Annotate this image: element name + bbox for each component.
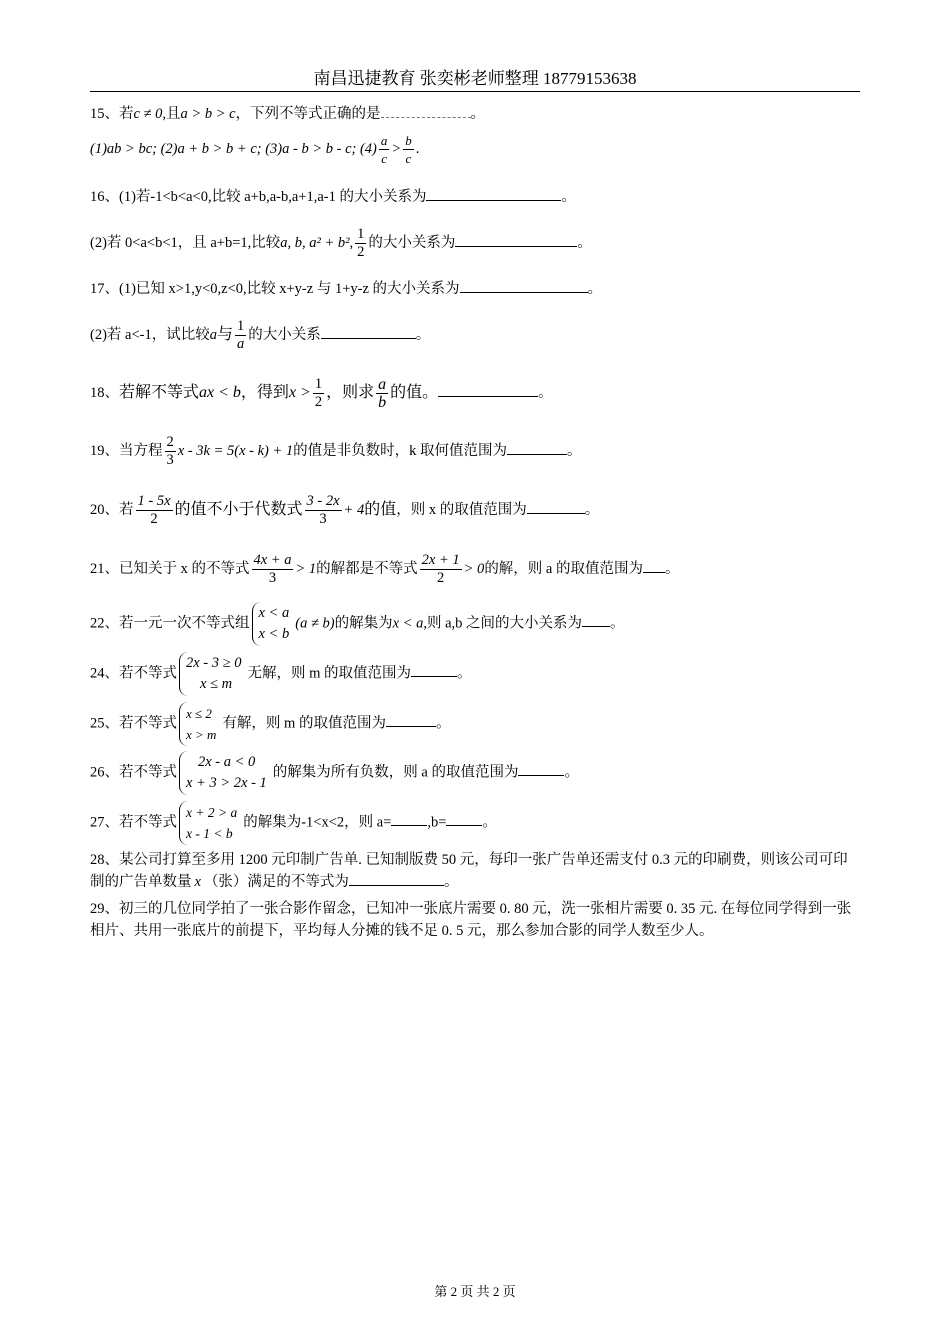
question-29: 29、初三的几位同学拍了一张合影作留念，已知冲一张底片需要 0. 80 元，洗一张相片需要 0. 35 元. 在每位同学得到一张相片、共用一张底片的前提下，平均每人分摊的钱不足 0. 5 元，那么参加合影的同学人数至少人。: [90, 901, 852, 939]
question-28: 28、某公司打算至多用 1200 元印制广告单. 已知制版费 50 元，每印一张广告单还需支付 0.3 元的印刷费，则该公司可印制的广告单数量 x （张）满足的不等式为 。: [90, 852, 848, 890]
answer-blank[interactable]: [426, 200, 561, 201]
question-24: 24、若不等式 2x - 3 ≥ 0 x ≤ m 无解，则 m 的取值范围为 。: [90, 652, 472, 696]
answer-blank[interactable]: [446, 825, 482, 826]
answer-blank[interactable]: [321, 338, 416, 339]
question-16: 16、(1)若-1<b<a<0,比较 a+b,a-b,a+1,a-1 的大小关系为 。: [90, 189, 576, 205]
answer-blank[interactable]: [455, 246, 577, 247]
answer-blank[interactable]: [460, 292, 588, 293]
question-17: 17、(1)已知 x>1,y<0,z<0,比较 x+y-z 与 1+y-z 的大小关系为 。: [90, 281, 603, 297]
question-20: 20、若 $\frac{1 - 5x}{2}$ 的值不小于代数式 $\frac{3 - 2x}{3}$ + 4的值，则 x 的取值范围为 。: [90, 493, 600, 527]
question-19: 19、当方程 $\frac{2}{3}$ x - 3k = 5(x - k) + 1的值是非负数时，k 取何值范围为 。: [90, 434, 582, 468]
question-25: 25、若不等式 x ≤ 2 x > m 有解，则 m 的取值范围为 。: [90, 702, 450, 746]
question-21: 21、已知关于 x 的不等式 $\frac{4x + a}{3}$ > 1的解都是不等式 $\frac{2x + 1}{2}$ > 0的解，则 a 的取值范围为 。: [90, 552, 680, 586]
answer-blank[interactable]: [643, 572, 665, 573]
answer-blank[interactable]: [582, 626, 610, 627]
answer-blank[interactable]: [507, 454, 567, 455]
question-16-part2: (2)若 0<a<b<1，且 a+b=1,比较a, b, a² + b², $\frac{1}{2}$ 的大小关系为 。: [90, 226, 592, 260]
answer-blank[interactable]: [391, 825, 427, 826]
answer-blank[interactable]: [381, 117, 471, 118]
answer-blank[interactable]: [386, 726, 436, 727]
header-rule: [90, 91, 860, 92]
answer-blank[interactable]: [411, 676, 457, 677]
question-17-part2: (2)若 a<-1，试比较a与 $\frac{1}{a}$ 的大小关系 。: [90, 318, 431, 352]
question-22: 22、若一元一次不等式组 x < a x < b (a ≠ b)的解集为x < a,则 a,b 之间的大小关系为 。: [90, 602, 625, 646]
answer-blank[interactable]: [438, 396, 538, 397]
answer-blank[interactable]: [527, 513, 585, 514]
page-header: 南昌迅捷教育 张奕彬老师整理 18779153638: [313, 69, 637, 88]
question-15: 15、若c ≠ 0,且a > b > c，下列不等式正确的是 。: [90, 106, 486, 122]
question-18: 18、若解不等式ax < b，得到x > $\frac{1}{2}$ ，则求 $\frac{a}{b}$ 的值。 。: [90, 376, 553, 411]
answer-blank[interactable]: [349, 885, 444, 886]
answer-blank[interactable]: [518, 775, 564, 776]
question-26: 26、若不等式 2x - a < 0 x + 3 > 2x - 1 的解集为所有负数，则 a 的取值范围为 。: [90, 751, 579, 795]
page-footer: 第 2 页 共 2 页: [434, 1284, 516, 1299]
question-27: 27、若不等式 x + 2 > a x - 1 < b 的解集为-1<x<2，则 a= ,b= 。: [90, 801, 497, 845]
question-15-options: (1)ab > bc; (2)a + b > b + c; (3)a - b > b - c; (4) $\frac{a}{c}$ > $\frac{b}{c}$ .: [90, 133, 420, 166]
